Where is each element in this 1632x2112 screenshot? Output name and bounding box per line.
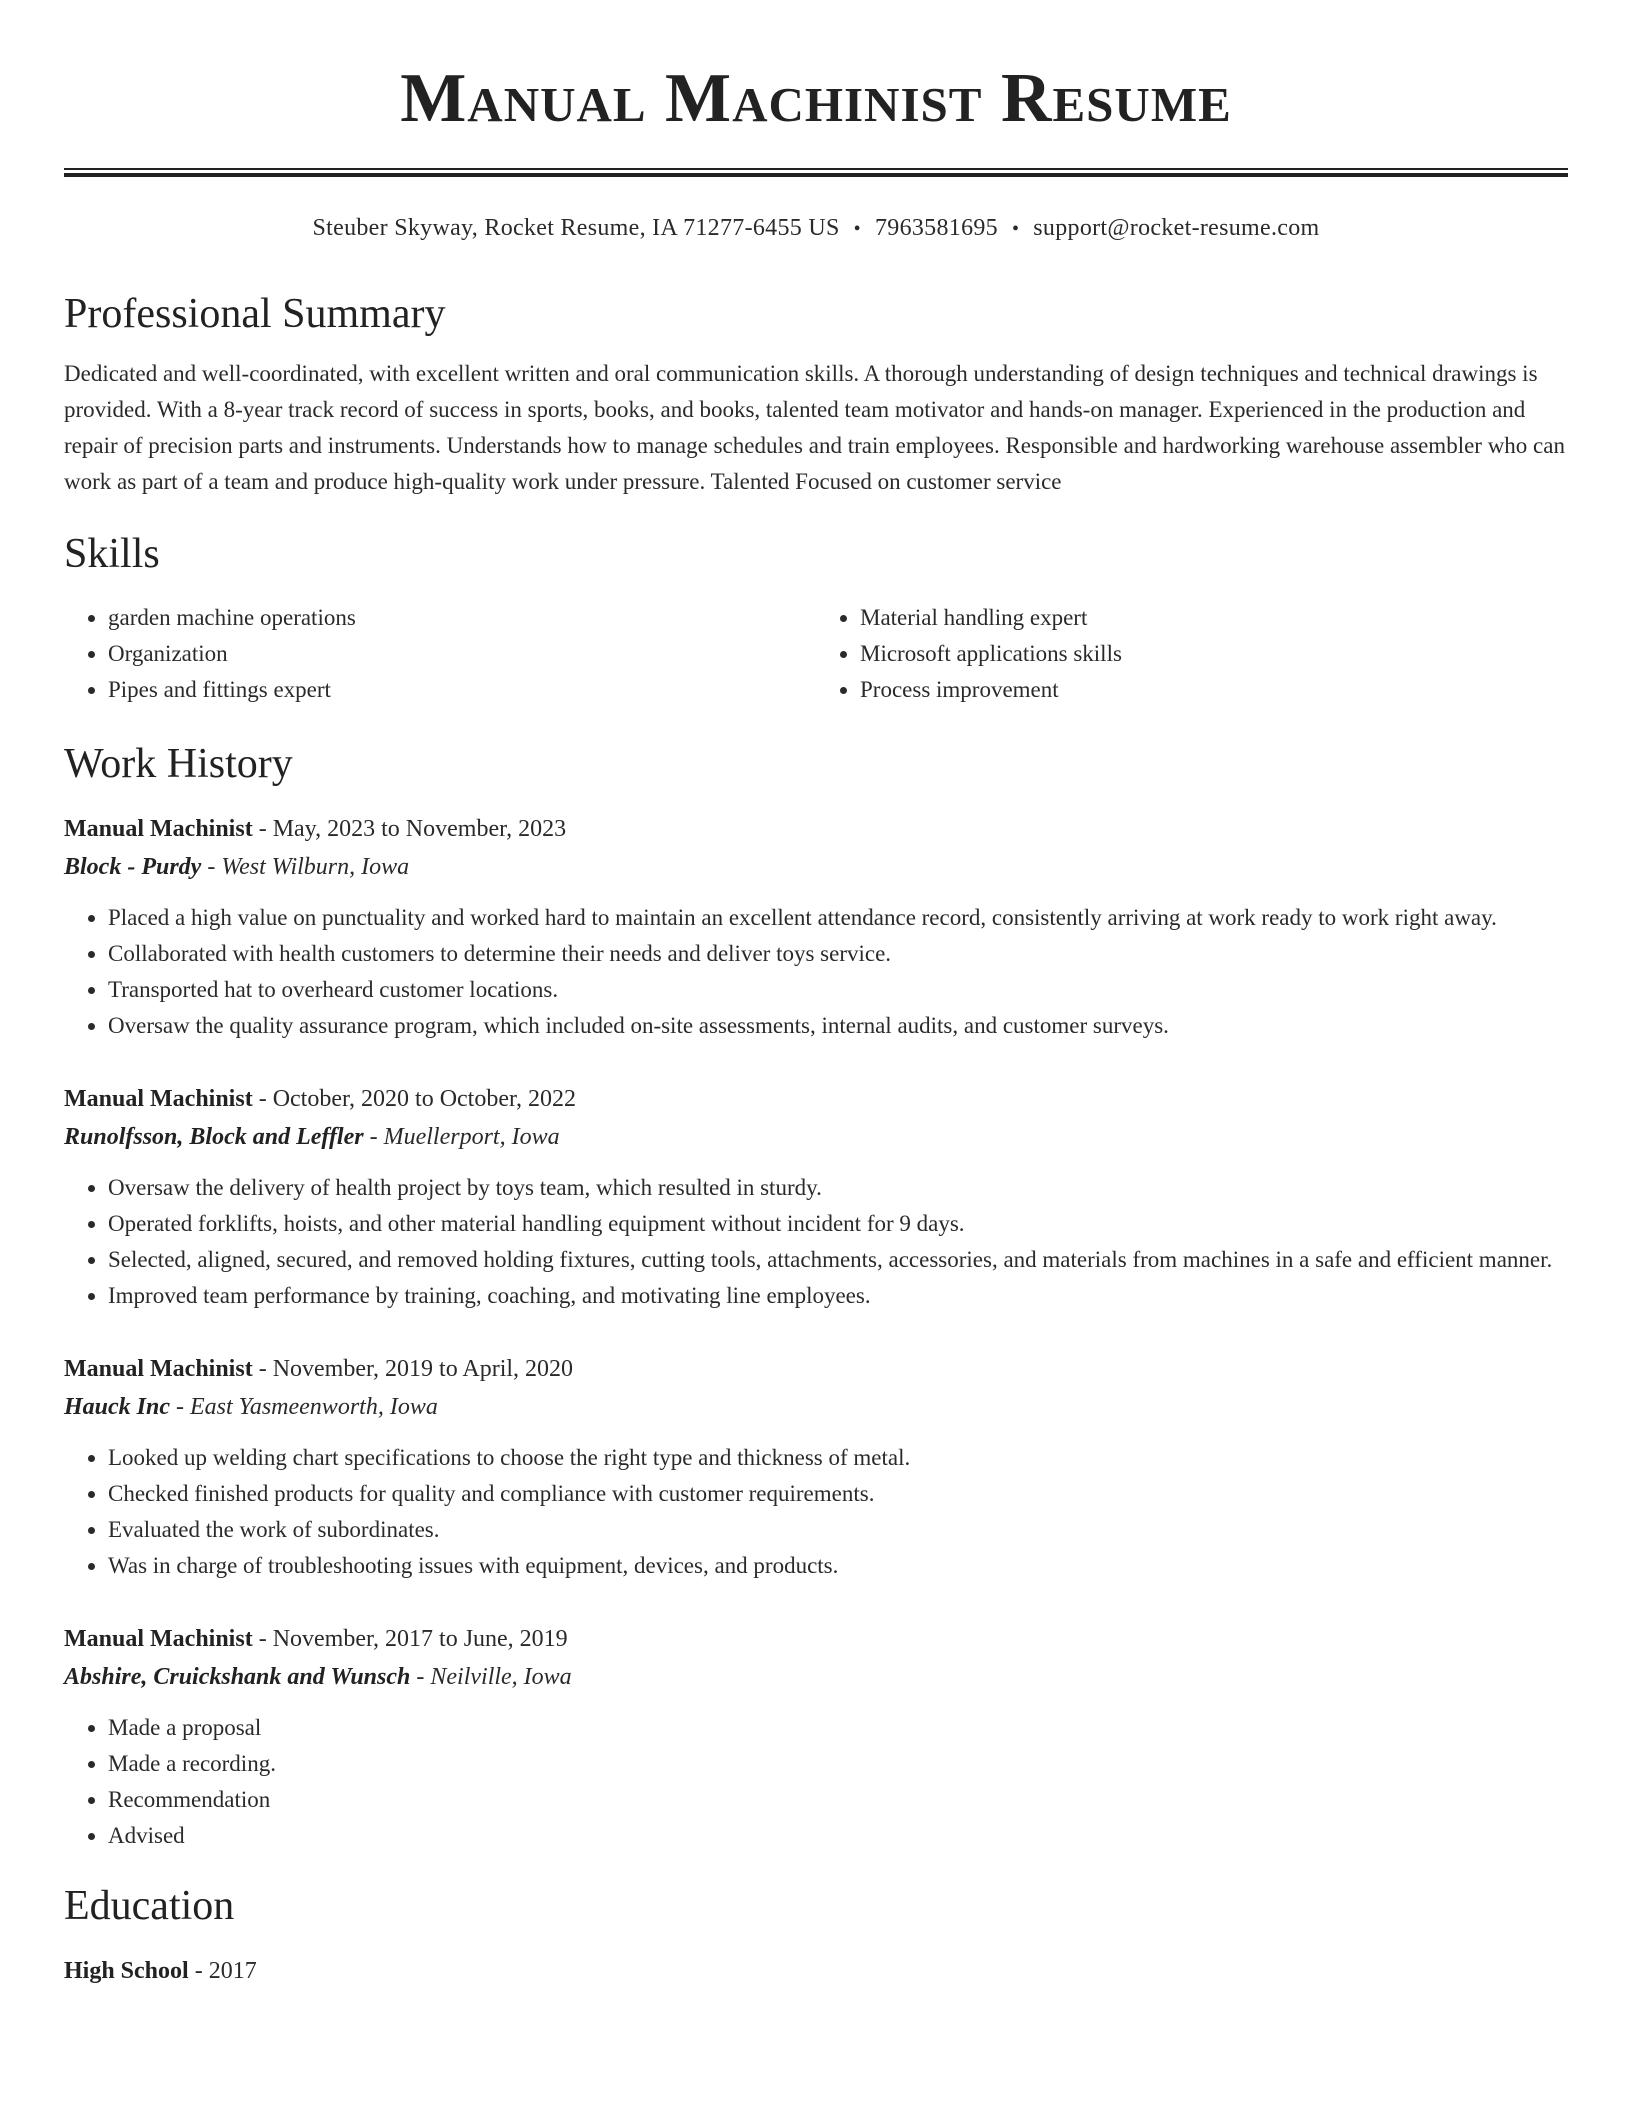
skills-column-left xyxy=(64,600,816,708)
contact-separator: • xyxy=(853,218,861,240)
job-bullet: • Oversaw the delivery of health project by toys team, which resulted in sturdy. xyxy=(108,1170,1568,1206)
job-company-line: Hauck Inc - East Yasmeenworth, Iowa xyxy=(64,1394,438,1420)
job-company-line: Abshire, Cruickshank and Wunsch - Neilville, Iowa xyxy=(64,1664,572,1690)
job-header: Manual Machinist - May, 2023 to November, 2023 xyxy=(64,816,567,842)
job-bullet: • Transported hat to overheard customer locations. xyxy=(108,972,1568,1008)
job-title: Manual Machinist xyxy=(64,1356,253,1382)
job-bullets xyxy=(64,1710,1568,1854)
education-year: 2017 xyxy=(208,1958,257,1984)
job-bullet: • Looked up welding chart specifications to choose the right type and thickness of metal. xyxy=(108,1440,1568,1476)
job-entry xyxy=(64,1620,1568,1854)
contact-phone: 7963581695 xyxy=(874,215,998,241)
skill-item: • Pipes and fittings expert xyxy=(108,672,816,708)
job-bullet: • Improved team performance by training, coaching, and motivating line employees. xyxy=(108,1278,1568,1314)
job-bullet: • Placed a high value on punctuality and worked hard to maintain an excellent attendance record, consistently arriving at work ready to work right away. xyxy=(108,900,1568,936)
resume-title: Manual Machinist Resume xyxy=(400,60,1232,137)
education-degree: High School xyxy=(64,1958,189,1984)
summary-heading: Professional Summary xyxy=(64,291,446,337)
job-location: East Yasmeenworth, Iowa xyxy=(190,1394,438,1420)
contact-separator: • xyxy=(1011,218,1020,240)
summary-text: Dedicated and well-coordinated, with excellent written and oral communication skills. A thorough understanding of design techniques and technical drawings is provided. With a 8-year track record of success in sports, books, and books, talented team motivator and hands-on manager. Experienced in the production and repair of precision parts and instruments. Understands how to manage schedules and train employees. Responsible and hardworking warehouse assembler who can work as part of a team and produce high-quality work under pressure. Talented Focused on customer service xyxy=(64,361,1565,494)
education-entry: High School - 2017 xyxy=(64,1958,257,1984)
contact-address: Steuber Skyway, Rocket Resume, IA 71277-6455 US xyxy=(312,215,840,241)
job-bullet: • Collaborated with health customers to determine their needs and deliver toys service. xyxy=(108,936,1568,972)
education-heading: Education xyxy=(64,1883,235,1929)
contact-email: support@rocket-resume.com xyxy=(1033,215,1320,241)
job-dates: October, 2020 to October, 2022 xyxy=(272,1086,577,1112)
job-title: Manual Machinist xyxy=(64,816,253,842)
job-bullet: • Made a recording. xyxy=(108,1746,1568,1782)
job-dates: May, 2023 to November, 2023 xyxy=(272,816,567,842)
skill-item: • Microsoft applications skills xyxy=(860,636,1568,672)
job-dates: November, 2019 to April, 2020 xyxy=(272,1356,574,1382)
job-bullets xyxy=(64,1170,1568,1314)
job-entry xyxy=(64,1080,1568,1314)
skills-column-right xyxy=(816,600,1568,708)
job-location: West Wilburn, Iowa xyxy=(221,854,410,880)
skill-item: • Process improvement xyxy=(860,672,1568,708)
contact-line xyxy=(64,213,1568,244)
job-company-line: Runolfsson, Block and Leffler - Muellerport, Iowa xyxy=(64,1124,560,1150)
job-bullet: • Made a proposal xyxy=(108,1710,1568,1746)
job-header: Manual Machinist - October, 2020 to October, 2022 xyxy=(64,1086,577,1112)
job-bullet: • Operated forklifts, hoists, and other material handling equipment without incident for 9 days. xyxy=(108,1206,1568,1242)
job-company: Block - Purdy xyxy=(64,854,202,880)
job-header: Manual Machinist - November, 2019 to April, 2020 xyxy=(64,1356,574,1382)
job-company: Abshire, Cruickshank and Wunsch xyxy=(64,1664,411,1690)
job-bullet: • Recommendation xyxy=(108,1782,1568,1818)
job-bullet: • Was in charge of troubleshooting issues with equipment, devices, and products. xyxy=(108,1548,1568,1584)
job-company: Hauck Inc xyxy=(64,1394,171,1420)
job-bullet: • Advised xyxy=(108,1818,1568,1854)
job-location: Neilville, Iowa xyxy=(430,1664,572,1690)
job-entry xyxy=(64,1350,1568,1584)
job-title: Manual Machinist xyxy=(64,1626,253,1652)
skill-item: • Material handling expert xyxy=(860,600,1568,636)
job-bullets xyxy=(64,900,1568,1044)
job-bullets xyxy=(64,1440,1568,1584)
job-company-line: Block - Purdy - West Wilburn, Iowa xyxy=(64,854,410,880)
skill-item: • garden machine operations xyxy=(108,600,816,636)
skill-item: • Organization xyxy=(108,636,816,672)
job-entry xyxy=(64,810,1568,1044)
job-bullet: • Checked finished products for quality and compliance with customer requirements. xyxy=(108,1476,1568,1512)
skills-heading: Skills xyxy=(64,531,160,577)
title-divider xyxy=(64,168,1568,177)
job-location: Muellerport, Iowa xyxy=(383,1124,560,1150)
job-title: Manual Machinist xyxy=(64,1086,253,1112)
job-bullet: • Evaluated the work of subordinates. xyxy=(108,1512,1568,1548)
job-company: Runolfsson, Block and Leffler xyxy=(64,1124,364,1150)
job-bullet: • Oversaw the quality assurance program, which included on-site assessments, internal audits, and customer surveys. xyxy=(108,1008,1568,1044)
job-dates: November, 2017 to June, 2019 xyxy=(272,1626,568,1652)
job-bullet: • Selected, aligned, secured, and removed holding fixtures, cutting tools, attachments, accessories, and materials from machines in a safe and efficient manner. xyxy=(108,1242,1568,1278)
work-history-heading: Work History xyxy=(64,741,293,787)
skills-list xyxy=(64,600,1568,708)
job-header: Manual Machinist - November, 2017 to June, 2019 xyxy=(64,1626,568,1652)
